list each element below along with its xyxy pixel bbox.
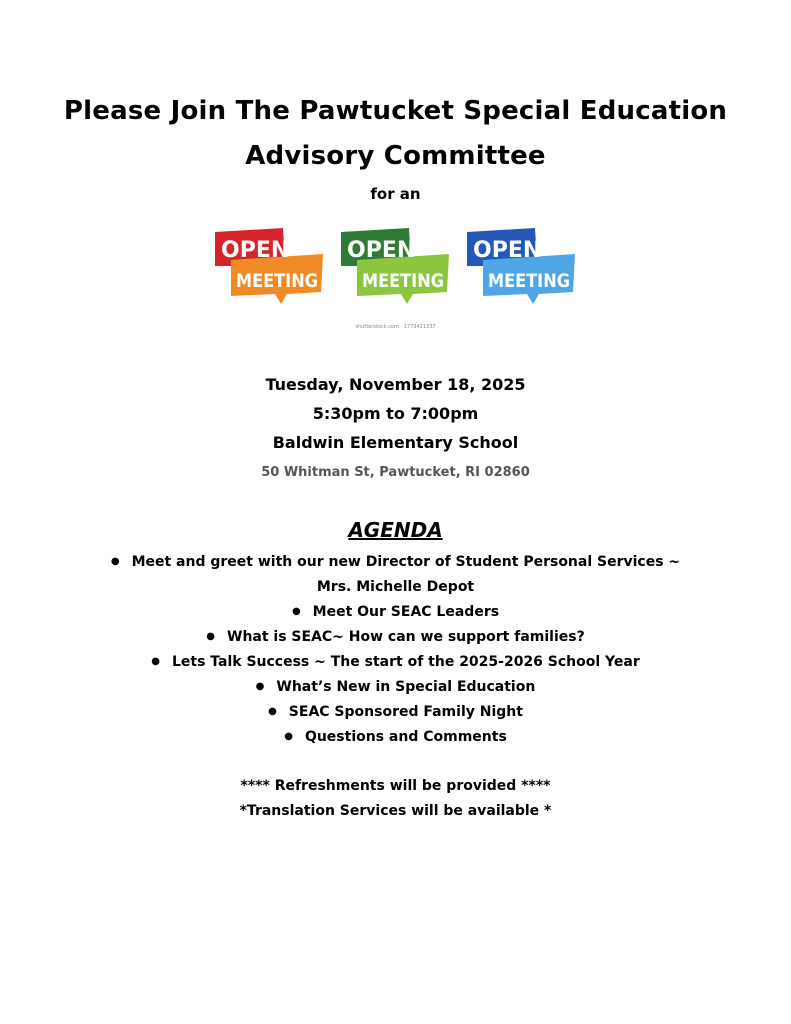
logo-open-text: OPEN	[221, 238, 290, 263]
logo-meeting-text: MEETING	[488, 270, 570, 292]
refreshments-note: **** Refreshments will be provided ****	[240, 778, 551, 794]
open-meeting-logo-green	[339, 226, 451, 306]
agenda-item-1-continued: Mrs. Michelle Depot	[316, 579, 475, 595]
event-time: 5:30pm to 7:00pm	[312, 404, 479, 423]
agenda-heading: AGENDA	[348, 518, 443, 542]
agenda-item-4	[0, 654, 791, 670]
event-address: 50 Whitman St, Pawtucket, RI 02860	[261, 465, 530, 480]
event-date: Tuesday, November 18, 2025	[265, 375, 526, 394]
logo-meeting-text: MEETING	[362, 270, 444, 292]
bullet-icon: ●	[206, 631, 215, 642]
image-credit: shutterstock.com · 1773421337	[355, 324, 436, 330]
bullet-icon: ●	[255, 681, 265, 692]
agenda-item-text: What is SEAC~ How can we support families?	[227, 629, 585, 645]
open-meeting-logo-red	[213, 226, 325, 306]
logo-open-text: OPEN	[347, 238, 416, 263]
title-line-1: Please Join The Pawtucket Special Education	[63, 96, 728, 126]
bullet-icon: ●	[284, 731, 293, 742]
agenda-item-text: Meet and greet with our new Director of Student Personal Services ~	[131, 554, 681, 570]
agenda-item-5	[0, 679, 791, 695]
agenda-item-1	[0, 554, 791, 570]
bullet-icon: ●	[268, 706, 277, 717]
agenda-item-text: Lets Talk Success ~ The start of the 2025-2026 School Year	[171, 654, 640, 670]
agenda-item-text: What’s New in Special Education	[276, 679, 536, 695]
logo-open-text: OPEN	[473, 238, 542, 263]
agenda-item-2	[0, 604, 791, 620]
subtitle: for an	[370, 185, 421, 203]
title-line-2: Advisory Committee	[245, 141, 546, 171]
bullet-icon: ●	[151, 656, 160, 667]
agenda-item-6	[0, 704, 791, 720]
agenda-item-text: Meet Our SEAC Leaders	[312, 604, 500, 620]
translation-note: *Translation Services will be available *	[239, 803, 552, 819]
bullet-icon: ●	[291, 606, 301, 617]
open-meeting-logo-blue	[465, 226, 577, 306]
agenda-item-text: Questions and Comments	[304, 729, 507, 745]
bullet-icon: ●	[110, 556, 120, 567]
agenda-item-3	[0, 629, 791, 645]
logo-meeting-text: MEETING	[236, 270, 318, 292]
agenda-item-text: SEAC Sponsored Family Night	[288, 704, 523, 720]
event-location: Baldwin Elementary School	[272, 433, 519, 452]
open-meeting-logos	[0, 226, 791, 316]
agenda-item-7	[0, 729, 791, 745]
